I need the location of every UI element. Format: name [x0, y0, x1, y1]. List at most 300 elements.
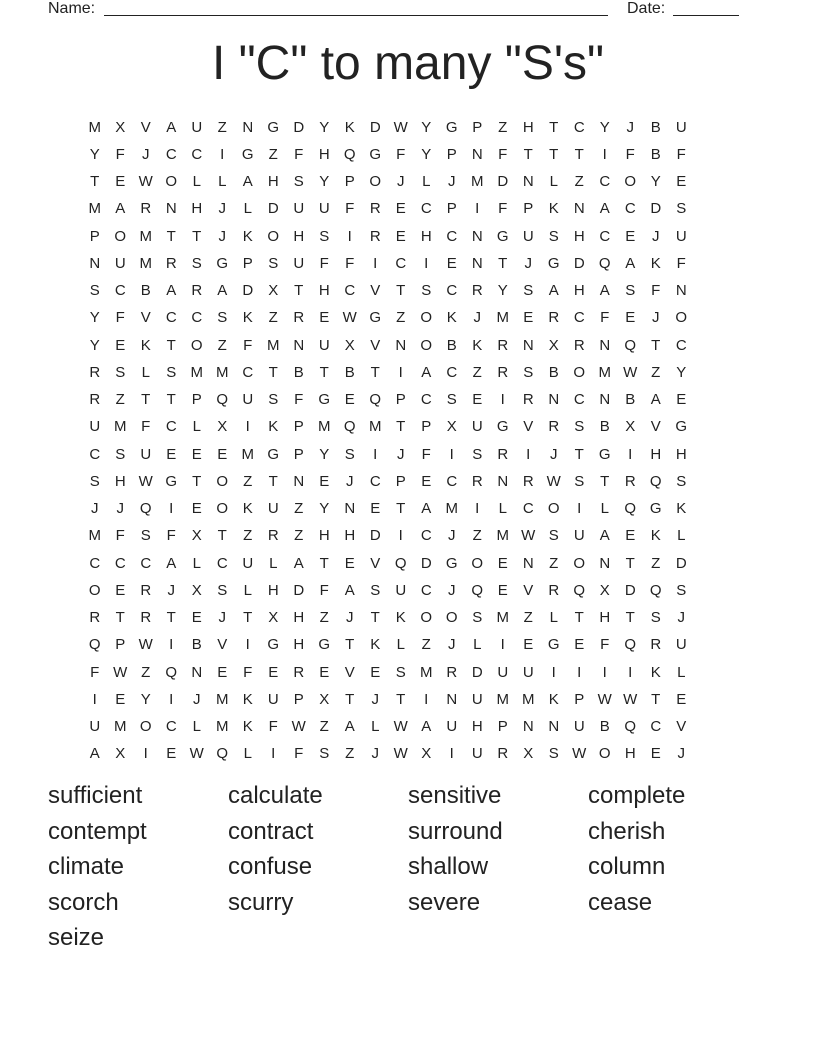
grid-letter[interactable]: L: [192, 718, 201, 736]
grid-letter[interactable]: T: [574, 609, 584, 627]
grid-letter[interactable]: J: [550, 445, 558, 463]
grid-letter[interactable]: Q: [624, 636, 637, 654]
grid-letter[interactable]: J: [116, 500, 124, 518]
grid-letter[interactable]: S: [625, 282, 636, 300]
grid-letter[interactable]: Y: [421, 118, 432, 136]
grid-letter[interactable]: K: [676, 500, 687, 518]
grid-letter[interactable]: S: [191, 254, 202, 272]
grid-letter[interactable]: I: [424, 690, 429, 708]
grid-letter[interactable]: X: [115, 118, 126, 136]
grid-letter[interactable]: E: [268, 663, 279, 681]
grid-letter[interactable]: F: [600, 636, 610, 654]
grid-letter[interactable]: Q: [649, 472, 662, 490]
grid-letter[interactable]: F: [141, 418, 151, 436]
grid-letter[interactable]: J: [448, 173, 456, 191]
grid-letter[interactable]: P: [293, 418, 304, 436]
grid-letter[interactable]: S: [446, 391, 457, 409]
grid-letter[interactable]: O: [675, 309, 688, 327]
grid-letter[interactable]: C: [89, 445, 101, 463]
grid-letter[interactable]: A: [217, 282, 228, 300]
grid-letter[interactable]: R: [89, 391, 101, 409]
grid-letter[interactable]: W: [138, 173, 153, 191]
grid-letter[interactable]: T: [345, 690, 355, 708]
grid-letter[interactable]: U: [318, 336, 330, 354]
grid-letter[interactable]: B: [650, 118, 661, 136]
grid-letter[interactable]: I: [398, 527, 403, 545]
grid-letter[interactable]: G: [547, 636, 560, 654]
grid-letter[interactable]: A: [89, 745, 100, 763]
grid-letter[interactable]: N: [599, 336, 611, 354]
grid-letter[interactable]: J: [397, 445, 405, 463]
grid-letter[interactable]: J: [218, 200, 226, 218]
grid-letter[interactable]: I: [169, 636, 174, 654]
grid-letter[interactable]: R: [191, 282, 203, 300]
grid-letter[interactable]: N: [242, 118, 254, 136]
grid-letter[interactable]: M: [139, 227, 152, 245]
grid-letter[interactable]: T: [192, 227, 202, 245]
grid-letter[interactable]: U: [191, 118, 203, 136]
grid-letter[interactable]: I: [92, 690, 97, 708]
grid-letter[interactable]: E: [319, 472, 330, 490]
grid-letter[interactable]: E: [191, 445, 202, 463]
grid-letter[interactable]: A: [293, 554, 304, 572]
grid-letter[interactable]: V: [217, 636, 228, 654]
grid-letter[interactable]: A: [115, 200, 126, 218]
grid-letter[interactable]: Q: [369, 391, 382, 409]
grid-letter[interactable]: M: [114, 418, 127, 436]
grid-letter[interactable]: U: [675, 118, 687, 136]
grid-letter[interactable]: A: [599, 200, 610, 218]
grid-letter[interactable]: A: [421, 500, 432, 518]
grid-letter[interactable]: I: [500, 391, 505, 409]
grid-letter[interactable]: U: [140, 445, 152, 463]
grid-letter[interactable]: F: [651, 282, 661, 300]
grid-letter[interactable]: P: [293, 445, 304, 463]
grid-letter[interactable]: J: [652, 227, 660, 245]
grid-letter[interactable]: A: [650, 391, 661, 409]
grid-letter[interactable]: Q: [598, 254, 611, 272]
grid-letter[interactable]: Z: [396, 309, 406, 327]
grid-letter[interactable]: C: [446, 363, 458, 381]
grid-letter[interactable]: J: [397, 173, 405, 191]
grid-letter[interactable]: O: [547, 500, 560, 518]
grid-letter[interactable]: H: [318, 527, 330, 545]
grid-letter[interactable]: O: [190, 336, 203, 354]
grid-letter[interactable]: C: [114, 282, 126, 300]
grid-letter[interactable]: N: [497, 472, 509, 490]
grid-letter[interactable]: C: [446, 282, 458, 300]
grid-letter[interactable]: L: [218, 173, 227, 191]
grid-letter[interactable]: B: [344, 363, 355, 381]
grid-letter[interactable]: T: [370, 363, 380, 381]
grid-letter[interactable]: J: [448, 581, 456, 599]
grid-letter[interactable]: R: [548, 309, 560, 327]
grid-letter[interactable]: G: [445, 554, 458, 572]
grid-letter[interactable]: H: [522, 118, 534, 136]
grid-letter[interactable]: W: [393, 745, 408, 763]
grid-letter[interactable]: A: [599, 282, 610, 300]
grid-letter[interactable]: W: [342, 309, 357, 327]
grid-letter[interactable]: S: [548, 227, 559, 245]
grid-letter[interactable]: I: [577, 500, 582, 518]
grid-letter[interactable]: E: [676, 690, 687, 708]
grid-letter[interactable]: E: [523, 309, 534, 327]
grid-letter[interactable]: Z: [319, 718, 329, 736]
grid-letter[interactable]: B: [293, 363, 304, 381]
grid-letter[interactable]: Z: [268, 309, 278, 327]
grid-letter[interactable]: R: [522, 391, 534, 409]
grid-letter[interactable]: H: [573, 282, 585, 300]
grid-letter[interactable]: S: [115, 445, 126, 463]
grid-letter[interactable]: T: [651, 690, 661, 708]
grid-letter[interactable]: F: [115, 145, 125, 163]
grid-letter[interactable]: C: [242, 363, 254, 381]
grid-letter[interactable]: Z: [319, 609, 329, 627]
grid-letter[interactable]: T: [396, 500, 406, 518]
grid-letter[interactable]: K: [344, 118, 355, 136]
grid-letter[interactable]: Y: [676, 363, 687, 381]
grid-letter[interactable]: W: [546, 472, 561, 490]
grid-letter[interactable]: X: [319, 690, 330, 708]
grid-letter[interactable]: K: [650, 527, 661, 545]
grid-letter[interactable]: Z: [243, 527, 253, 545]
grid-letter[interactable]: U: [114, 254, 126, 272]
grid-letter[interactable]: S: [676, 472, 687, 490]
grid-letter[interactable]: T: [243, 609, 253, 627]
grid-letter[interactable]: N: [522, 336, 534, 354]
grid-letter[interactable]: J: [448, 636, 456, 654]
grid-letter[interactable]: J: [346, 472, 354, 490]
grid-letter[interactable]: F: [294, 145, 304, 163]
grid-letter[interactable]: D: [242, 282, 254, 300]
grid-letter[interactable]: M: [369, 418, 382, 436]
grid-letter[interactable]: O: [598, 745, 611, 763]
grid-letter[interactable]: P: [89, 227, 100, 245]
grid-letter[interactable]: A: [421, 718, 432, 736]
grid-letter[interactable]: C: [573, 391, 585, 409]
grid-letter[interactable]: R: [140, 200, 152, 218]
grid-letter[interactable]: S: [89, 472, 100, 490]
grid-letter[interactable]: K: [242, 227, 253, 245]
grid-letter[interactable]: H: [114, 472, 126, 490]
grid-letter[interactable]: L: [549, 173, 558, 191]
grid-letter[interactable]: U: [446, 718, 458, 736]
name-blank-line[interactable]: [104, 15, 608, 16]
grid-letter[interactable]: S: [523, 363, 534, 381]
grid-letter[interactable]: B: [446, 336, 457, 354]
grid-letter[interactable]: S: [421, 282, 432, 300]
grid-letter[interactable]: P: [395, 472, 406, 490]
grid-letter[interactable]: F: [319, 254, 329, 272]
grid-letter[interactable]: S: [523, 282, 534, 300]
grid-letter[interactable]: K: [370, 636, 381, 654]
grid-letter[interactable]: U: [497, 663, 509, 681]
grid-letter[interactable]: S: [319, 227, 330, 245]
grid-letter[interactable]: H: [624, 745, 636, 763]
grid-letter[interactable]: X: [548, 336, 559, 354]
grid-letter[interactable]: D: [650, 200, 662, 218]
grid-letter[interactable]: T: [625, 554, 635, 572]
grid-letter[interactable]: N: [395, 336, 407, 354]
grid-letter[interactable]: J: [346, 609, 354, 627]
grid-letter[interactable]: F: [498, 200, 508, 218]
grid-letter[interactable]: U: [522, 227, 534, 245]
grid-letter[interactable]: R: [497, 336, 509, 354]
grid-letter[interactable]: S: [217, 581, 228, 599]
grid-letter[interactable]: B: [140, 282, 151, 300]
grid-letter[interactable]: N: [471, 254, 483, 272]
grid-letter[interactable]: F: [421, 445, 431, 463]
grid-letter[interactable]: E: [446, 254, 457, 272]
grid-letter[interactable]: O: [420, 309, 433, 327]
grid-letter[interactable]: I: [245, 636, 250, 654]
grid-letter[interactable]: U: [522, 663, 534, 681]
grid-letter[interactable]: A: [242, 173, 253, 191]
grid-letter[interactable]: A: [166, 118, 177, 136]
grid-letter[interactable]: S: [548, 745, 559, 763]
grid-letter[interactable]: S: [344, 445, 355, 463]
grid-letter[interactable]: T: [294, 282, 304, 300]
grid-letter[interactable]: O: [624, 173, 637, 191]
grid-letter[interactable]: S: [217, 309, 228, 327]
grid-letter[interactable]: C: [369, 472, 381, 490]
grid-letter[interactable]: K: [472, 336, 483, 354]
grid-letter[interactable]: D: [293, 581, 305, 599]
grid-letter[interactable]: F: [498, 145, 508, 163]
grid-letter[interactable]: E: [650, 745, 661, 763]
grid-letter[interactable]: P: [497, 718, 508, 736]
grid-letter[interactable]: T: [90, 173, 100, 191]
grid-letter[interactable]: Z: [498, 118, 508, 136]
grid-letter[interactable]: F: [294, 745, 304, 763]
grid-letter[interactable]: C: [420, 391, 432, 409]
grid-letter[interactable]: M: [522, 690, 535, 708]
grid-letter[interactable]: P: [115, 636, 126, 654]
grid-letter[interactable]: P: [191, 391, 202, 409]
grid-letter[interactable]: F: [115, 309, 125, 327]
grid-letter[interactable]: Z: [294, 527, 304, 545]
grid-letter[interactable]: O: [573, 554, 586, 572]
grid-letter[interactable]: A: [166, 554, 177, 572]
grid-letter[interactable]: C: [395, 254, 407, 272]
grid-letter[interactable]: I: [475, 200, 480, 218]
grid-letter[interactable]: T: [166, 227, 176, 245]
grid-letter[interactable]: Z: [421, 636, 431, 654]
grid-letter[interactable]: E: [217, 663, 228, 681]
grid-letter[interactable]: G: [267, 445, 280, 463]
grid-letter[interactable]: J: [626, 118, 634, 136]
grid-letter[interactable]: C: [140, 554, 152, 572]
grid-letter[interactable]: H: [293, 636, 305, 654]
grid-letter[interactable]: I: [373, 445, 378, 463]
grid-letter[interactable]: Z: [651, 554, 661, 572]
grid-letter[interactable]: Q: [624, 500, 637, 518]
grid-letter[interactable]: F: [243, 336, 253, 354]
grid-letter[interactable]: I: [398, 363, 403, 381]
grid-letter[interactable]: S: [472, 445, 483, 463]
grid-letter[interactable]: R: [497, 445, 509, 463]
grid-letter[interactable]: H: [650, 445, 662, 463]
grid-letter[interactable]: M: [114, 718, 127, 736]
grid-letter[interactable]: P: [242, 254, 253, 272]
grid-letter[interactable]: K: [650, 254, 661, 272]
grid-letter[interactable]: S: [319, 745, 330, 763]
grid-letter[interactable]: M: [88, 527, 101, 545]
grid-letter[interactable]: P: [395, 391, 406, 409]
grid-letter[interactable]: W: [623, 363, 638, 381]
grid-letter[interactable]: S: [574, 418, 585, 436]
grid-letter[interactable]: S: [115, 363, 126, 381]
grid-letter[interactable]: I: [373, 254, 378, 272]
grid-letter[interactable]: Q: [649, 581, 662, 599]
grid-letter[interactable]: V: [523, 418, 534, 436]
grid-letter[interactable]: I: [347, 227, 352, 245]
grid-letter[interactable]: T: [192, 472, 202, 490]
grid-letter[interactable]: J: [371, 690, 379, 708]
grid-letter[interactable]: P: [472, 118, 483, 136]
grid-letter[interactable]: O: [88, 581, 101, 599]
grid-letter[interactable]: M: [445, 500, 458, 518]
grid-letter[interactable]: D: [369, 527, 381, 545]
grid-letter[interactable]: E: [344, 554, 355, 572]
grid-letter[interactable]: D: [573, 254, 585, 272]
grid-letter[interactable]: M: [241, 445, 254, 463]
grid-letter[interactable]: S: [268, 391, 279, 409]
grid-letter[interactable]: W: [572, 745, 587, 763]
grid-letter[interactable]: J: [677, 609, 685, 627]
grid-letter[interactable]: N: [344, 500, 356, 518]
grid-letter[interactable]: Q: [573, 581, 586, 599]
grid-letter[interactable]: F: [625, 145, 635, 163]
grid-letter[interactable]: M: [496, 309, 509, 327]
grid-letter[interactable]: E: [166, 445, 177, 463]
grid-letter[interactable]: T: [166, 391, 176, 409]
grid-letter[interactable]: L: [192, 173, 201, 191]
grid-letter[interactable]: T: [217, 527, 227, 545]
grid-letter[interactable]: M: [496, 527, 509, 545]
grid-letter[interactable]: T: [549, 145, 559, 163]
grid-letter[interactable]: L: [243, 581, 252, 599]
grid-letter[interactable]: M: [139, 254, 152, 272]
grid-letter[interactable]: H: [573, 227, 585, 245]
grid-letter[interactable]: R: [89, 363, 101, 381]
grid-letter[interactable]: Q: [216, 745, 229, 763]
grid-letter[interactable]: T: [115, 609, 125, 627]
grid-letter[interactable]: V: [523, 581, 534, 599]
grid-letter[interactable]: P: [344, 173, 355, 191]
grid-letter[interactable]: U: [89, 418, 101, 436]
grid-letter[interactable]: S: [268, 254, 279, 272]
grid-letter[interactable]: B: [599, 418, 610, 436]
grid-letter[interactable]: N: [165, 200, 177, 218]
grid-letter[interactable]: M: [88, 118, 101, 136]
grid-letter[interactable]: R: [471, 472, 483, 490]
grid-letter[interactable]: G: [216, 254, 229, 272]
grid-letter[interactable]: I: [602, 145, 607, 163]
grid-letter[interactable]: A: [166, 282, 177, 300]
grid-letter[interactable]: H: [599, 609, 611, 627]
grid-letter[interactable]: R: [165, 254, 177, 272]
grid-letter[interactable]: T: [600, 472, 610, 490]
grid-letter[interactable]: M: [267, 336, 280, 354]
grid-letter[interactable]: U: [293, 254, 305, 272]
grid-letter[interactable]: C: [675, 336, 687, 354]
grid-letter[interactable]: I: [245, 418, 250, 436]
grid-letter[interactable]: D: [471, 663, 483, 681]
grid-letter[interactable]: E: [319, 663, 330, 681]
grid-letter[interactable]: I: [475, 500, 480, 518]
grid-letter[interactable]: S: [676, 581, 687, 599]
grid-letter[interactable]: Z: [141, 663, 151, 681]
grid-letter[interactable]: R: [446, 663, 458, 681]
grid-letter[interactable]: M: [216, 363, 229, 381]
grid-letter[interactable]: G: [496, 418, 509, 436]
grid-letter[interactable]: W: [291, 718, 306, 736]
grid-letter[interactable]: B: [650, 145, 661, 163]
grid-letter[interactable]: D: [420, 554, 432, 572]
grid-letter[interactable]: Z: [651, 363, 661, 381]
grid-letter[interactable]: C: [344, 282, 356, 300]
grid-letter[interactable]: F: [600, 309, 610, 327]
grid-letter[interactable]: E: [166, 745, 177, 763]
grid-letter[interactable]: E: [574, 636, 585, 654]
grid-letter[interactable]: S: [395, 663, 406, 681]
grid-letter[interactable]: O: [471, 554, 484, 572]
grid-letter[interactable]: Y: [89, 145, 100, 163]
grid-letter[interactable]: H: [344, 527, 356, 545]
grid-letter[interactable]: W: [597, 690, 612, 708]
grid-letter[interactable]: Y: [599, 118, 610, 136]
grid-letter[interactable]: P: [421, 418, 432, 436]
grid-letter[interactable]: C: [573, 118, 585, 136]
grid-letter[interactable]: I: [628, 663, 633, 681]
grid-letter[interactable]: X: [268, 282, 279, 300]
grid-letter[interactable]: B: [599, 718, 610, 736]
grid-letter[interactable]: L: [422, 173, 431, 191]
grid-letter[interactable]: G: [267, 118, 280, 136]
grid-letter[interactable]: U: [242, 391, 254, 409]
grid-letter[interactable]: H: [267, 173, 279, 191]
grid-letter[interactable]: M: [216, 690, 229, 708]
grid-letter[interactable]: R: [522, 472, 534, 490]
grid-letter[interactable]: M: [216, 718, 229, 736]
grid-letter[interactable]: O: [139, 718, 152, 736]
grid-letter[interactable]: I: [602, 663, 607, 681]
grid-letter[interactable]: K: [446, 309, 457, 327]
grid-letter[interactable]: V: [140, 309, 151, 327]
grid-letter[interactable]: F: [268, 718, 278, 736]
grid-letter[interactable]: C: [165, 418, 177, 436]
grid-letter[interactable]: L: [498, 500, 507, 518]
grid-letter[interactable]: E: [191, 500, 202, 518]
grid-letter[interactable]: R: [369, 227, 381, 245]
grid-letter[interactable]: C: [165, 309, 177, 327]
grid-letter[interactable]: Z: [472, 363, 482, 381]
grid-letter[interactable]: W: [623, 690, 638, 708]
grid-letter[interactable]: L: [243, 200, 252, 218]
grid-letter[interactable]: D: [369, 118, 381, 136]
grid-letter[interactable]: T: [141, 391, 151, 409]
grid-letter[interactable]: E: [421, 472, 432, 490]
grid-letter[interactable]: A: [548, 282, 559, 300]
grid-letter[interactable]: C: [165, 718, 177, 736]
grid-letter[interactable]: T: [166, 336, 176, 354]
grid-letter[interactable]: O: [114, 227, 127, 245]
grid-letter[interactable]: J: [448, 527, 456, 545]
grid-letter[interactable]: N: [573, 200, 585, 218]
grid-letter[interactable]: S: [293, 173, 304, 191]
grid-letter[interactable]: U: [675, 636, 687, 654]
